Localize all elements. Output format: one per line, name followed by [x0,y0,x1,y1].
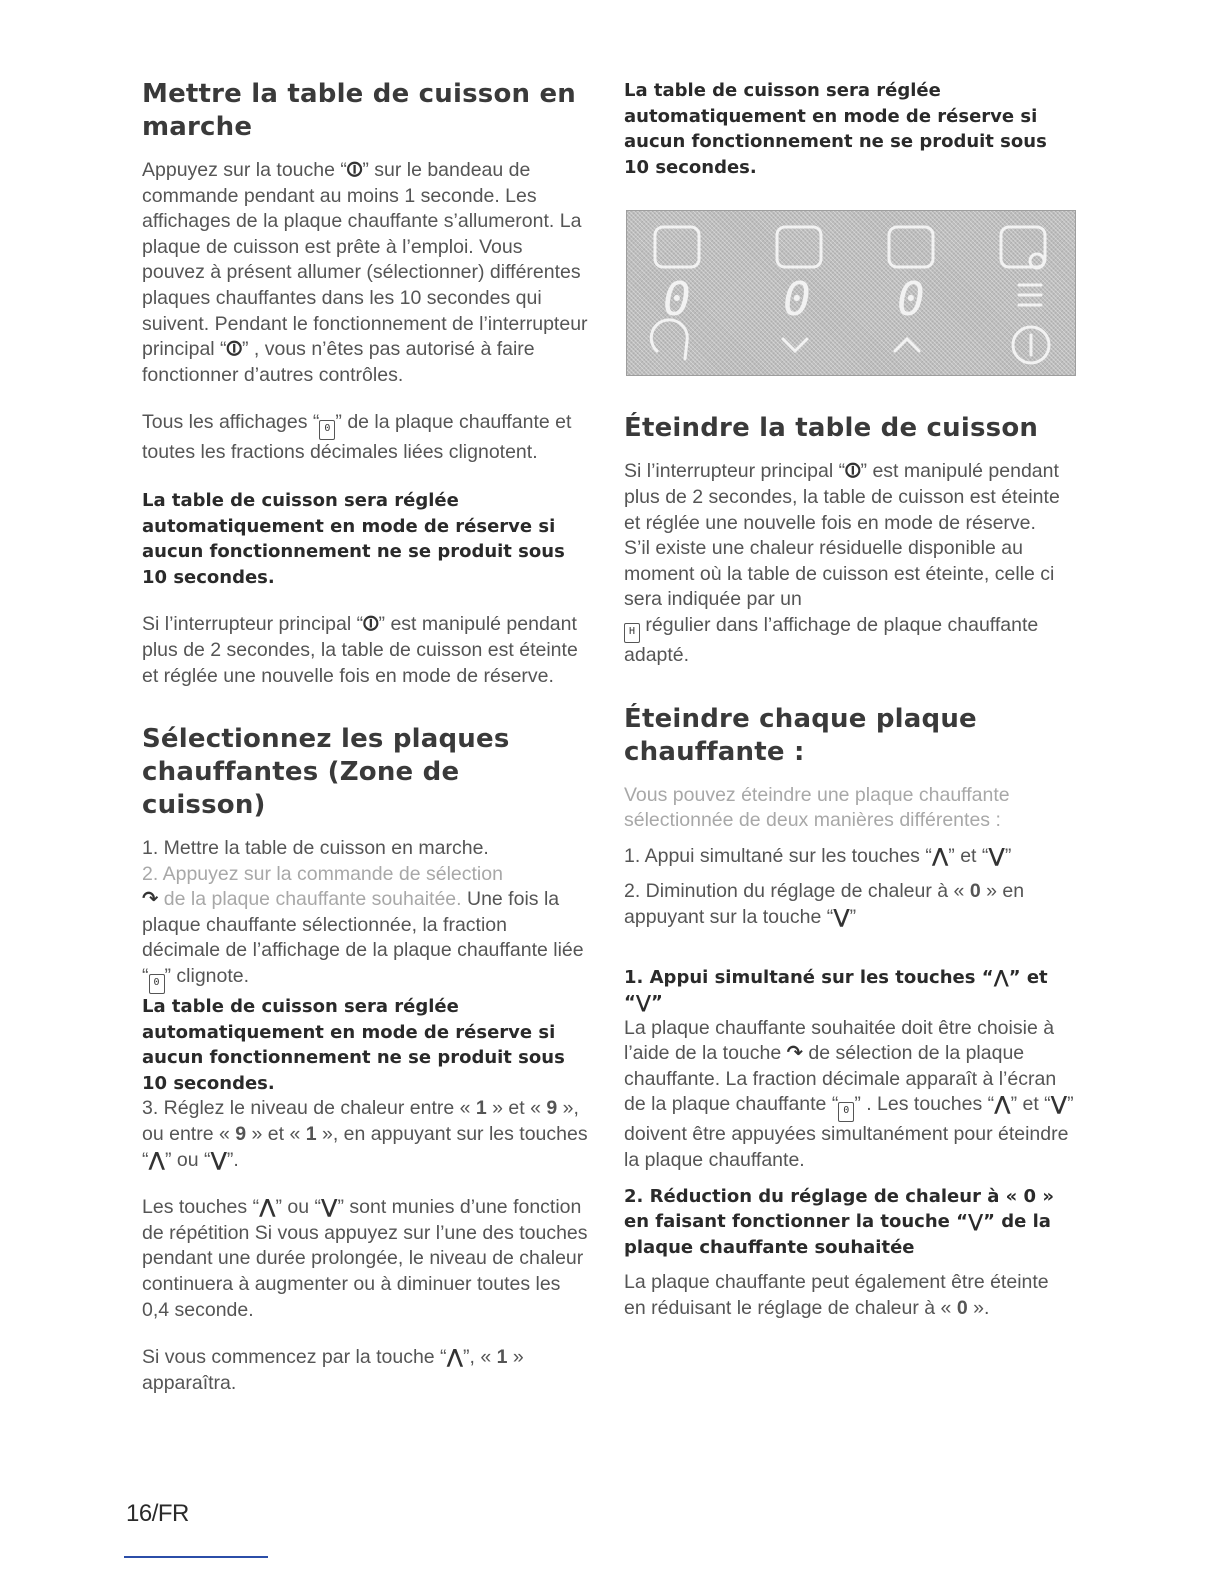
down-arrow-icon: ⋁ [988,844,1005,867]
paragraph-turn-on: Appuyez sur la touche “⏼” sur le bandeau de commande pendant au moins 1 seconde. Les affichages de la plaque chauffante s’allumeront. La plaque de cuisson est prête à l’emploi. Vous pouvez à présent allumer (sélectionner) différentes plaques chauffantes dans les 10 secondes qui suivent. Pendant le fonctionnement de l’interrupteur principal “⏼” , vous n’êtes pas autorisé à faire fonctionner d’autres contrôles. [142,159,588,386]
down-arrow-icon: ⋁ [1050,1093,1068,1116]
up-arrow-icon: ⋀ [931,844,949,867]
up-arrow-icon: ⋀ [446,1346,463,1369]
down-arrow-icon: ⋁ [967,1211,984,1233]
display-digit-icon: 0 [838,1102,854,1122]
up-arrow-icon [895,339,919,351]
control-panel-illustration [626,210,1076,376]
footer-rule [124,1556,268,1558]
digit-display-3: 0 [897,272,925,327]
subheading-reduce-heat: 2. Réduction du réglage de chaleur à « 0 » en faisant fonctionner la touche “⋁” de la plaque chauffante souhaitée [624,1185,1054,1258]
level-indicator-icon [1019,285,1041,305]
page-number: 16/FR [126,1500,189,1527]
right-column [624,78,1074,1322]
up-arrow-icon: ⋀ [148,1148,165,1171]
paragraph-simultaneous-press: La plaque chauffante souhaitée doit être choisie à l’aide de la touche ↷ de sélection de la plaque chauffante. La fraction décimale apparaît à l’écran de la plaque chauffante “ 0 ” . Les touches “⋀” et “⋁” doivent être appuyées simultanément pour éteindre la plaque chauffante. [624,1016,1074,1172]
power-icon: ⏼ [346,159,363,181]
down-arrow-icon: ⋁ [210,1148,227,1171]
paragraph-start-up: Si vous commencez par la touche “⋀”, « 1 » apparaîtra. [142,1346,524,1394]
standby-warning: La table de cuisson sera réglée automatiquement en mode de réserve si aucun fonctionnement ne se produit sous 10 secondes. [142,996,565,1094]
control-panel-svg [627,211,1075,375]
paragraph-residual-heat: S’il existe une chaleur résiduelle disponible au moment où la table de cuisson est éteinte, celle ci sera indiquée par un H régulier dans l’affichage de plaque chauffante adapté. [624,537,1055,666]
paragraph-turn-off: Si l’interrupteur principal “⏼” est manipulé pendant plus de 2 secondes, la table de cuisson est éteinte et réglée une nouvelle fois en mode de réserve. [624,460,1060,534]
method-2: 2. Diminution du réglage de chaleur à « 0 » en appuyant sur la touche “⋁” [624,880,1025,928]
heading-select-zones: Sélectionnez les plaques chauffantes (Zone de cuisson) [142,724,510,821]
heading-turn-off: Éteindre la table de cuisson [624,413,1039,444]
down-arrow-icon: ⋁ [635,992,652,1014]
zone-outline-1 [655,227,699,267]
digit-display-1: 0 [663,272,691,327]
display-digit-icon: 0 [149,974,165,994]
paragraph-displays-blink: Tous les affichages “ 0 ” de la plaque chauffante et toutes les fractions décimales liées clignotent. [142,411,572,464]
step-1: 1. Mettre la table de cuisson en marche. [142,837,489,860]
paragraph-repeat-function: Les touches “⋀” ou “⋁” sont munies d’une fonction de répétition Si vous appuyez sur l’une des touches pendant une durée prolongée, le niveau de chaleur continuera à augmenter ou à diminuer toutes les 0,4 seconde. [142,1196,588,1321]
subheading-simultaneous-press: 1. Appui simultané sur les touches “⋀” et “⋁” [624,966,1048,1014]
power-icon: ⏼ [363,613,379,636]
up-arrow-icon: ⋀ [994,1093,1011,1116]
display-digit-icon: 0 [319,420,335,440]
up-arrow-icon: ⋀ [259,1196,276,1219]
zone-outline-4 [1001,227,1045,267]
heading-turn-on: Mettre la table de cuisson en marche [142,79,577,142]
paragraph-reduce-heat: La plaque chauffante peut également être éteinte en réduisant le réglage de chaleur à « 0 ». [624,1271,1049,1320]
left-column [142,78,590,1396]
down-arrow-icon: ⋁ [321,1196,338,1219]
select-icon: ↷ [786,1042,803,1065]
paragraph-two-ways: Vous pouvez éteindre une plaque chauffante sélectionnée de deux manières différentes : [624,783,1010,832]
heading-turn-off-each: Éteindre chaque plaque chauffante : [624,703,977,767]
power-icon: ⏼ [226,338,242,361]
down-arrow-icon [783,339,807,351]
select-icon: ↷ [142,888,159,911]
paragraph-main-switch: Si l’interrupteur principal “⏼” est manipulé pendant plus de 2 secondes, la table de cuisson est éteinte et réglée une nouvelle fois en mode de réserve. [142,613,578,687]
step-2: 2. Appuyez sur la commande de sélection ↷ de la plaque chauffante souhaitée. Une fois la plaque chauffante sélectionnée, la fraction décimale de l’affichage de la plaque chauffante liée “ 0 ” clignote. [142,862,590,994]
digit-display-2: 0 [783,272,811,327]
up-arrow-icon: ⋀ [993,966,1009,988]
standby-warning-top: La table de cuisson sera réglée automatiquement en mode de réserve si aucun fonctionnement ne se produit sous 10 secondes. [624,80,1047,178]
method-1: 1. Appui simultané sur les touches “⋀” et “⋁” [624,844,1012,867]
power-icon: ⏼ [845,460,861,483]
step-3: 3. Réglez le niveau de chaleur entre « 1 » et « 9 », ou entre « 9 » et « 1 », en appuyant sur les touches “⋀” ou “⋁”. [142,1097,588,1171]
residual-heat-icon: H [624,623,640,643]
standby-warning: La table de cuisson sera réglée automatiquement en mode de réserve si aucun fonctionnement ne se produit sous 10 secondes. [142,489,565,588]
zone-outline-3 [889,227,933,267]
down-arrow-icon: ⋁ [833,905,850,928]
zone-outline-2 [777,227,821,267]
